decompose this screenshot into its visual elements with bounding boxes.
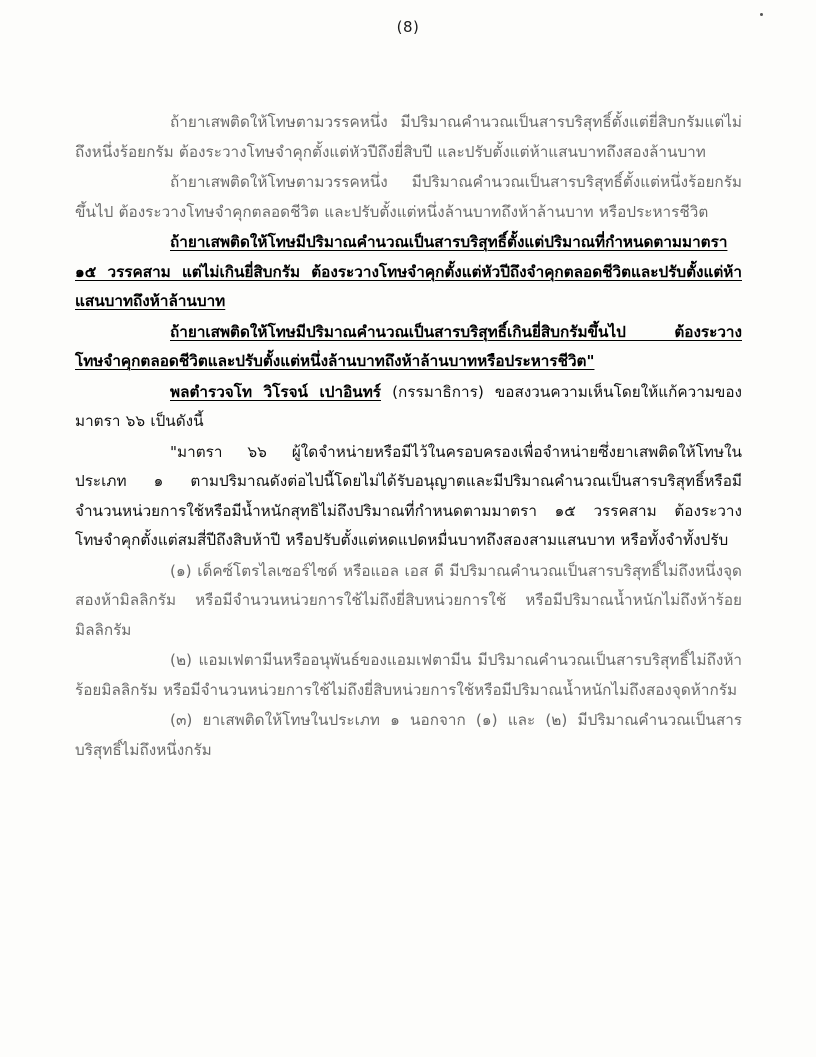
paragraph-5-member-statement: [75, 378, 742, 437]
paragraph-9-item-3: [75, 706, 742, 765]
paragraph-3-text: ถ้ายาเสพติดให้โทษมีปริมาณคำนวณเป็นสารบริสุทธิ์ตั้งแต่ปริมาณที่กำหนดตามมาตรา ๑๕ วรรคสาม แต่ไม่เกินยี่สิบกรัม ต้องระวางโทษจำคุกตั้งแต่หัวปีถึงจำคุกตลอดชีวิตและปรับตั้งแต่ห้าแสนบาทถึงห้าล้านบาท: [75, 233, 742, 310]
paragraph-6-text: "มาตรา ๖๖ ผู้ใดจำหน่ายหรือมีไว้ในครอบครองเพื่อจำหน่ายซึ่งยาเสพติดให้โทษในประเภท ๑ ตามปริมาณดังต่อไปนี้โดยไม่ได้รับอนุญาตและมีปริมาณคำนวณเป็นสารบริสุทธิ์หรือมีจำนวนหน่วยการใช้หรือมีน้ำหนักสุทธิไม่ถึงปริมาณที่กำหนดตามมาตรา ๑๕ วรรคสาม ต้องระวางโทษจำคุกตั้งแต่สมสี่ปีถึงสิบห้าปี หรือปรับตั้งแต่หดแปดหมื่นบาทถึงสองสามแสนบาท หรือทั้งจำทั้งปรับ: [75, 442, 742, 549]
paragraph-2: [75, 168, 742, 227]
paragraph-1: [75, 108, 742, 167]
paragraph-3: [75, 228, 742, 317]
paragraph-1-text: ถ้ายาเสพติดให้โทษตามวรรคหนึ่ง มีปริมาณคำนวณเป็นสารบริสุทธิ์ตั้งแต่ยี่สิบกรัมแต่ไม่ถึงหนึ่งร้อยกรัม ต้องระวางโทษจำคุกตั้งแต่หัวปีถึงยี่สิบปี และปรับตั้งแต่ห้าแสนบาทถึงสองล้านบาท: [75, 113, 742, 161]
paragraph-8-text: (๒) แอมเฟตามีนหรืออนุพันธ์ของแอมเฟตามีน มีปริมาณคำนวณเป็นสารบริสุทธิ์ไม่ถึงห้าร้อยมิลลิกรัม หรือมีจำนวนหน่วยการใช้ไม่ถึงยี่สิบหน่วยการใช้หรือมีปริมาณน้ำหนักไม่ถึงสองจุดห้ากรัม: [75, 651, 742, 699]
paragraph-2-text: ถ้ายาเสพติดให้โทษตามวรรคหนึ่ง มีปริมาณคำนวณเป็นสารบริสุทธิ์ตั้งแต่หนึ่งร้อยกรัมขึ้นไป ต้องระวางโทษจำคุกตลอดชีวิต และปรับตั้งแต่หนึ่งล้านบาทถึงห้าล้านบาท หรือประหารชีวิต: [75, 173, 742, 221]
document-body: [75, 108, 742, 766]
paragraph-7-text: (๑) เด็คซ์โตรไลเซอร์ไซด์ หรือแอล เอส ดี มีปริมาณคำนวณเป็นสารบริสุทธิ์ไม่ถึงหนึ่งจุดสองห้ามิลลิกรัม หรือมีจำนวนหน่วยการใช้ไม่ถึงยี่สิบหน่วยการใช้ หรือมีปริมาณน้ำหนักไม่ถึงห้าร้อยมิลลิกรัม: [75, 561, 742, 639]
paragraph-4: [75, 318, 742, 377]
paragraph-6-section-66: [75, 438, 742, 556]
paragraph-7-item-1: [75, 557, 742, 646]
paragraph-9-text: (๓) ยาเสพติดให้โทษในประเภท ๑ นอกจาก (๑) และ (๒) มีปริมาณคำนวณเป็นสารบริสุทธิ์ไม่ถึงหนึ่งกรัม: [75, 711, 742, 759]
paragraph-5-text: (กรรมาธิการ) ขอสงวนความเห็นโดยให้แก้ความของมาตรา ๖๖ เป็นดังนี้: [75, 382, 742, 430]
paragraph-4-text: ถ้ายาเสพติดให้โทษมีปริมาณคำนวณเป็นสารบริสุทธิ์เกินยี่สิบกรัมขึ้นไป ต้องระวางโทษจำคุกตลอดชีวิตและปรับตั้งแต่หนึ่งล้านบาทถึงห้าล้านบาทหรือประหารชีวิต": [75, 322, 742, 370]
member-name: พลตำรวจโท วิโรจน์ เปาอินทร์: [170, 382, 382, 401]
page-number: (8): [396, 18, 420, 36]
scan-artifact-dot: [760, 13, 763, 16]
paragraph-8-item-2: [75, 646, 742, 705]
